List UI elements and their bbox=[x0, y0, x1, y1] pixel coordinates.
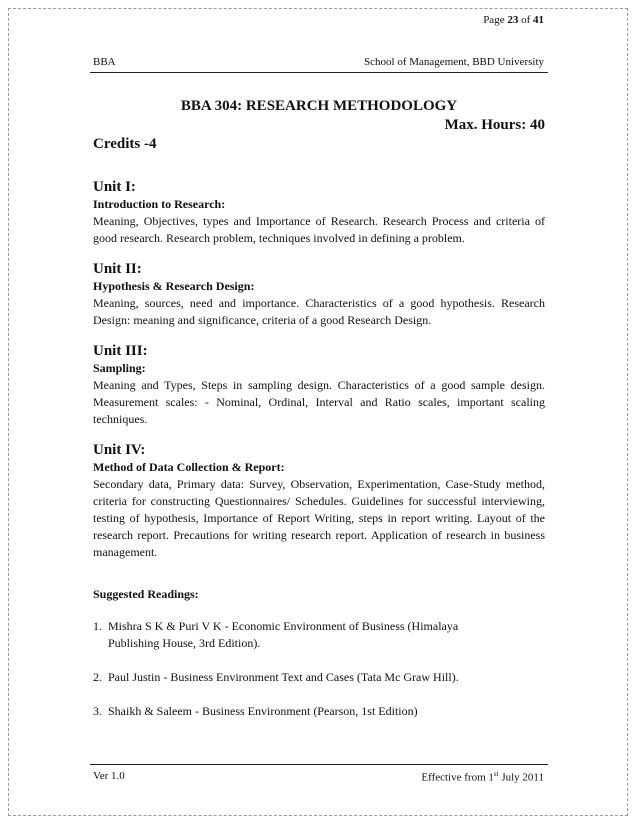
course-title: BBA 304: RESEARCH METHODOLOGY bbox=[180, 98, 458, 114]
max-hours: Max. Hours: 40 bbox=[444, 117, 545, 133]
list-text: Mishra S K & Puri V K - Economic Environment of Business (Himalaya Publishing House, 3rd Edition). bbox=[108, 619, 459, 650]
list-item bbox=[93, 669, 508, 686]
page-current: 23 bbox=[507, 14, 519, 26]
unit-subtitle: Method of Data Collection & Report: bbox=[93, 460, 285, 474]
page-content bbox=[93, 98, 545, 737]
unit-subtitle: Sampling: bbox=[93, 361, 146, 375]
suggested-readings bbox=[93, 587, 545, 720]
list-text: Shaikh & Saleem - Business Environment (Pearson, 1st Edition) bbox=[108, 704, 418, 718]
unit-title: Unit IV: bbox=[93, 442, 146, 458]
footer-rule bbox=[90, 764, 548, 765]
readings-title: Suggested Readings: bbox=[93, 587, 199, 601]
list-number: 3. bbox=[93, 704, 102, 718]
unit-title: Unit I: bbox=[93, 179, 136, 195]
footer-version: Ver 1.0 bbox=[93, 770, 125, 782]
unit-section bbox=[93, 343, 545, 428]
unit-section bbox=[93, 179, 545, 247]
header-program: BBA bbox=[93, 56, 116, 68]
readings-list bbox=[93, 618, 545, 720]
unit-subtitle: Introduction to Research: bbox=[93, 197, 226, 211]
unit-section bbox=[93, 442, 545, 561]
unit-subtitle: Hypothesis & Research Design: bbox=[93, 279, 255, 293]
header-school: School of Management, BBD University bbox=[364, 56, 544, 68]
unit-body: Meaning, sources, need and importance. Characteristics of a good hypothesis. Research Design: meaning and significance, criteria of a good Research Design. bbox=[93, 296, 545, 327]
page-total: 41 bbox=[533, 14, 544, 26]
header-rule bbox=[90, 72, 548, 73]
list-item bbox=[93, 618, 508, 652]
list-number: 2. bbox=[93, 670, 102, 684]
list-number: 1. bbox=[93, 619, 102, 633]
unit-title: Unit II: bbox=[93, 261, 142, 277]
unit-section bbox=[93, 261, 545, 329]
list-item bbox=[93, 703, 508, 720]
list-text: Paul Justin - Business Environment Text and Cases (Tata Mc Graw Hill). bbox=[108, 670, 459, 684]
unit-body: Secondary data, Primary data: Survey, Observation, Experimentation, Case-Study method, criteria for constructing Questionnaires/ Schedules. Guidelines for successful interviewing, testing of hypothesis, Importance of Report Writing, steps in report writing. Layout of the research report. Precautions for writing research report. Application of research in business management. bbox=[93, 477, 545, 559]
page-number: Page 23 of 41 bbox=[483, 14, 544, 26]
unit-body: Meaning and Types, Steps in sampling design. Characteristics of a good sample design. Measurement scales: - Nominal, Ordinal, Interval and Ratio scales, important scaling techniques. bbox=[93, 378, 545, 426]
unit-body: Meaning, Objectives, types and Importance of Research. Research Process and criteria of good research. Research problem, techniques involved in defining a problem. bbox=[93, 214, 545, 245]
credits: Credits -4 bbox=[93, 136, 157, 152]
footer-effective-date: Effective from 1st July 2011 bbox=[421, 770, 544, 784]
unit-title: Unit III: bbox=[93, 343, 148, 359]
